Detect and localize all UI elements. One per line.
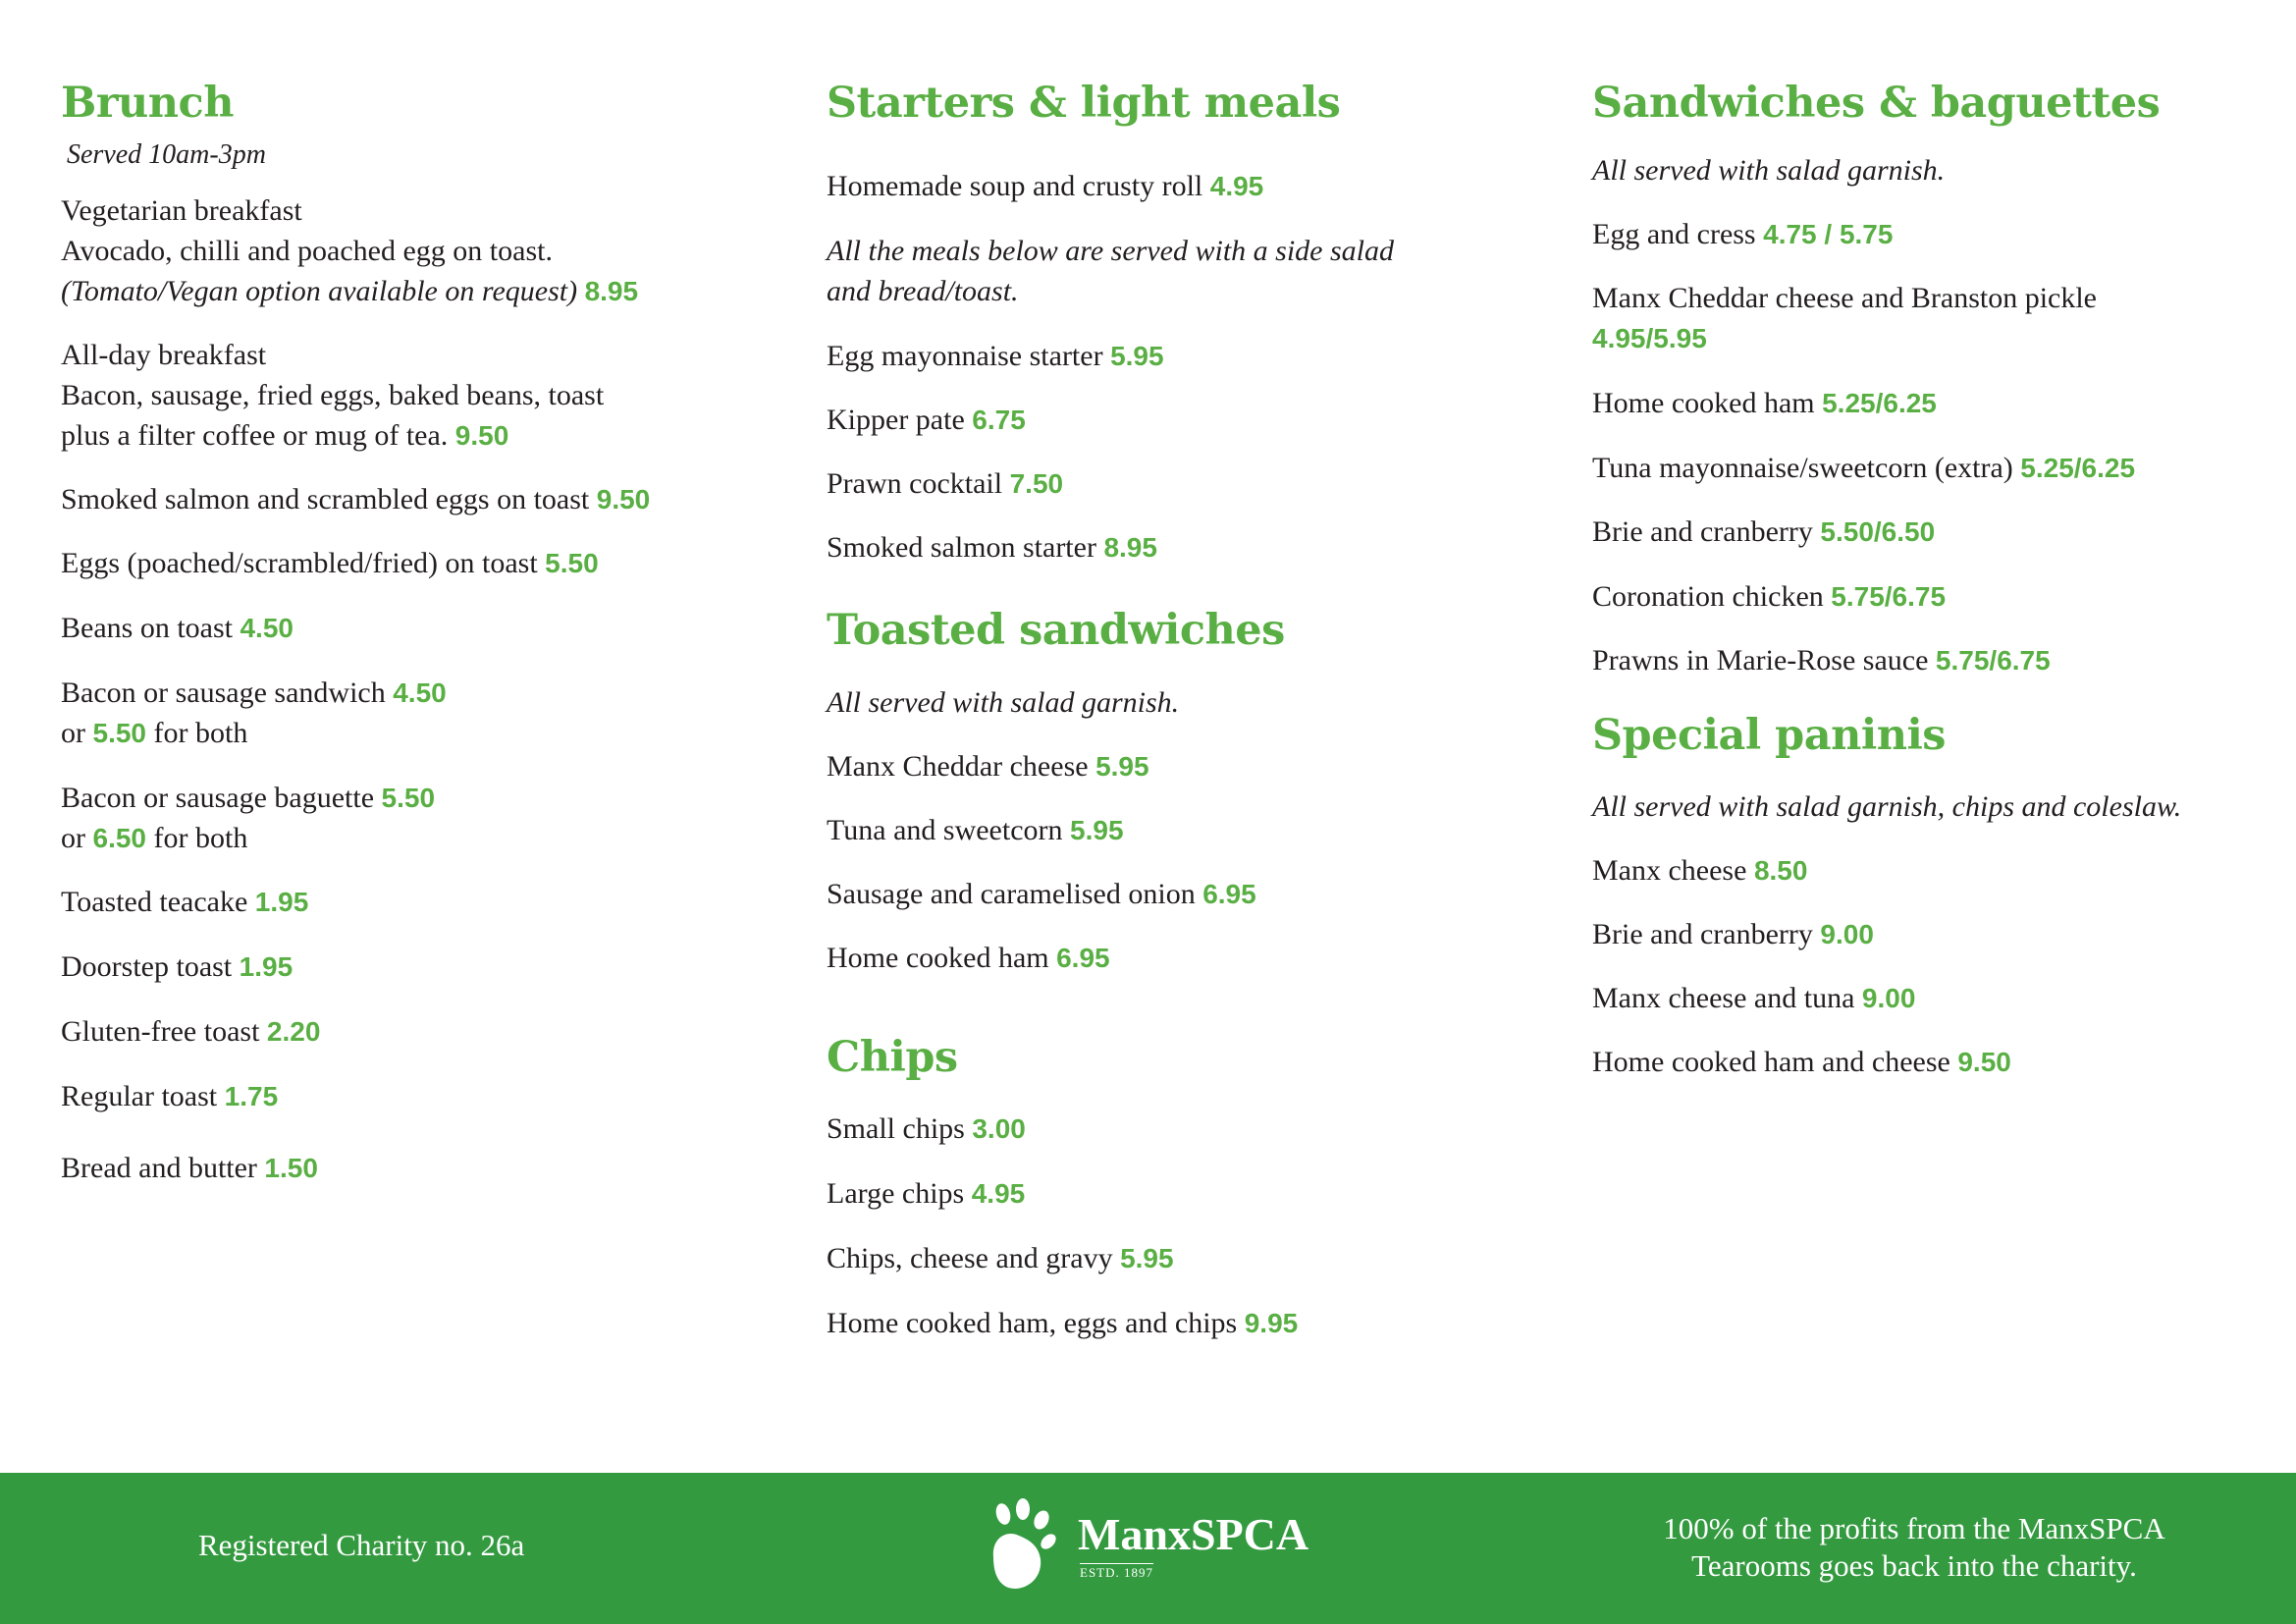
section-title-starters: Starters & light meals (827, 79, 1341, 128)
menu-item-name: Manx cheese and tuna (1592, 982, 1855, 1014)
menu-item-price: 4.95 (971, 1178, 1026, 1209)
section-note: All served with salad garnish. (827, 686, 1180, 719)
section-title-sandwiches: Sandwiches & baguettes (1592, 79, 2161, 128)
logo-wordmark: ManxSPCA (1078, 1509, 1309, 1559)
menu-item-desc: Bacon, sausage, fried eggs, baked beans, toast (61, 379, 605, 411)
menu-item (1592, 1042, 2011, 1082)
menu-item-name: Tuna mayonnaise/sweetcorn (extra) (1592, 452, 2013, 484)
menu-item (1592, 978, 1915, 1018)
menu-item-name: Smoked salmon starter (827, 531, 1096, 564)
menu-item-price: 8.95 (1103, 532, 1157, 563)
menu-item-price: 6.50 (92, 823, 146, 853)
menu-item-price: 1.50 (264, 1153, 318, 1183)
menu-item-name: Brie and cranberry (1592, 515, 1813, 548)
menu-item-name: Tuna and sweetcorn (827, 814, 1063, 846)
section-note: All the meals below are served with a side salad (827, 235, 1394, 267)
section-title-toasted: Toasted sandwiches (827, 606, 1285, 655)
menu-item-price: 4.75 / 5.75 (1763, 219, 1894, 249)
menu-item-price: 1.95 (254, 887, 309, 917)
menu-item (61, 1011, 320, 1052)
menu-item-note-line (61, 271, 638, 311)
menu-item-name: Eggs (poached/scrambled/fried) on toast (61, 547, 538, 579)
menu-item (1592, 214, 1893, 254)
menu-item-price: 2.20 (266, 1016, 321, 1047)
menu-item (61, 673, 447, 713)
menu-item-price: 4.50 (240, 613, 294, 643)
both-text: for both (153, 822, 248, 854)
menu-item-price: 5.95 (1095, 751, 1149, 782)
menu-item-price: 5.95 (1120, 1243, 1174, 1273)
menu-item (61, 1076, 278, 1116)
menu-item-price: 9.50 (454, 420, 509, 451)
menu-item (827, 1173, 1025, 1214)
menu-item-price: 6.95 (1056, 943, 1110, 973)
menu-item-name: Manx Cheddar cheese (827, 750, 1089, 783)
section-note: All served with salad garnish. (1592, 154, 1946, 187)
menu-item-price: 5.75/6.75 (1935, 645, 2051, 676)
menu-item (1592, 640, 2051, 680)
menu-item-price: 9.50 (1957, 1047, 2011, 1077)
menu-item-price: 8.95 (584, 276, 639, 306)
menu-item-name: Manx Cheddar cheese and Branston pickle (1592, 282, 2097, 314)
menu-item-name: Prawns in Marie-Rose sauce (1592, 644, 1929, 677)
menu-item-price: 5.25/6.25 (2020, 453, 2136, 483)
menu-item-name: Kipper pate (827, 404, 965, 436)
menu-item (61, 608, 294, 648)
menu-item (61, 947, 293, 987)
menu-item-note: (Tomato/Vegan option available on request) (61, 275, 578, 307)
menu-item (61, 543, 599, 583)
menu-item-name: Home cooked ham (827, 942, 1049, 974)
logo-established: ESTD. 1897 (1080, 1565, 1153, 1580)
menu-item-name: Toasted teacake (61, 886, 248, 918)
menu-item-price: 7.50 (1009, 468, 1064, 499)
menu-item (61, 882, 308, 922)
menu-item-price: 5.25/6.25 (1822, 388, 1937, 418)
served-hours: Served 10am-3pm (67, 139, 266, 170)
menu-item-name: Home cooked ham, eggs and chips (827, 1307, 1238, 1339)
menu-item-price: 5.95 (1070, 815, 1124, 845)
menu-item (1592, 576, 1946, 617)
profits-line: Tearooms goes back into the charity. (1691, 1548, 2137, 1583)
menu-item (827, 336, 1164, 376)
menu-item-name: Regular toast (61, 1080, 218, 1112)
menu-item-name: Brie and cranberry (1592, 918, 1813, 950)
menu-item (827, 810, 1124, 850)
menu-item-name: Vegetarian breakfast (61, 194, 302, 227)
manxspca-logo (986, 1498, 1319, 1597)
menu-item (827, 746, 1149, 786)
or-text: or (61, 822, 85, 854)
menu-item-desc: plus a filter coffee or mug of tea. (61, 419, 449, 452)
section-title-paninis: Special paninis (1592, 711, 1946, 760)
menu-item (827, 527, 1157, 568)
menu-item (827, 1238, 1174, 1278)
menu-item-desc: Avocado, chilli and poached egg on toast. (61, 235, 553, 267)
menu-item-name: Prawn cocktail (827, 467, 1003, 500)
menu-item-name: Home cooked ham (1592, 387, 1815, 419)
menu-item-name: Homemade soup and crusty roll (827, 170, 1203, 202)
menu-item-price: 9.00 (1820, 919, 1874, 949)
menu-item-name: Manx cheese (1592, 854, 1747, 887)
menu-item (827, 463, 1063, 504)
menu-item-price-line (1592, 318, 1707, 358)
or-text: or (61, 717, 85, 749)
menu-item-name: Smoked salmon and scrambled eggs on toast (61, 483, 590, 515)
both-text: for both (153, 717, 248, 749)
menu-item-price: 9.95 (1244, 1308, 1299, 1338)
menu-item (61, 479, 650, 519)
menu-item-name: Home cooked ham and cheese (1592, 1046, 1950, 1078)
menu-item-name: Egg mayonnaise starter (827, 340, 1103, 372)
menu-item-price: 5.50 (381, 783, 436, 813)
menu-item-name: All-day breakfast (61, 339, 267, 371)
menu-item-name: Beans on toast (61, 612, 233, 644)
menu-item-price: 4.50 (393, 677, 447, 708)
menu-item-price: 1.75 (224, 1081, 279, 1111)
profits-statement (1610, 1510, 2218, 1585)
section-title-chips: Chips (827, 1033, 958, 1082)
menu-item-price: 5.50 (92, 718, 146, 748)
menu-item-alt (61, 818, 247, 858)
menu-item-price: 9.50 (596, 484, 651, 514)
menu-item-price: 4.95 (1209, 171, 1264, 201)
menu-item (61, 778, 435, 818)
menu-item (1592, 914, 1874, 954)
menu-item-name: Bread and butter (61, 1152, 257, 1184)
menu-item (1592, 512, 1935, 552)
menu-item (1592, 448, 2135, 488)
menu-item-price: 9.00 (1861, 983, 1916, 1013)
section-note: and bread/toast. (827, 275, 1019, 307)
menu-item-name: Coronation chicken (1592, 580, 1824, 613)
menu-item-price: 5.50/6.50 (1820, 516, 1936, 547)
menu-item (61, 1148, 318, 1188)
menu-item-desc-line (61, 415, 508, 456)
menu-item-price: 4.95/5.95 (1592, 323, 1707, 353)
menu-item-price: 6.75 (972, 405, 1026, 435)
menu-item-name: Sausage and caramelised onion (827, 878, 1196, 910)
menu-item-alt (61, 713, 247, 753)
menu-item-name: Bacon or sausage baguette (61, 782, 375, 814)
section-title-brunch: Brunch (61, 79, 234, 128)
menu-item-name: Egg and cress (1592, 218, 1756, 250)
menu-item (827, 1303, 1298, 1343)
menu-item-price: 8.50 (1753, 855, 1808, 886)
menu-item-name: Chips, cheese and gravy (827, 1242, 1113, 1274)
menu-item (827, 938, 1110, 978)
menu-item (1592, 383, 1937, 423)
menu-item (827, 166, 1263, 206)
paw-print-icon (986, 1498, 1074, 1597)
menu-item-name: Gluten-free toast (61, 1015, 260, 1048)
menu-item-price: 6.95 (1202, 879, 1256, 909)
menu-item (827, 1109, 1026, 1149)
menu-item-price: 5.75/6.75 (1831, 581, 1947, 612)
menu-item-price: 5.50 (545, 548, 599, 578)
menu-item-price: 3.00 (972, 1113, 1026, 1144)
menu-item-name: Large chips (827, 1177, 965, 1210)
section-note: All served with salad garnish, chips and coleslaw. (1592, 790, 2182, 823)
menu-item (827, 874, 1256, 914)
footer-bar (0, 1473, 2296, 1624)
menu-item (1592, 850, 1807, 891)
menu-item-name: Small chips (827, 1112, 965, 1145)
menu-item-name: Doorstep toast (61, 950, 233, 983)
menu-item-name: Bacon or sausage sandwich (61, 677, 386, 709)
profits-line: 100% of the profits from the ManxSPCA (1663, 1511, 2165, 1545)
menu-item-price: 5.95 (1110, 341, 1164, 371)
menu-item-price: 1.95 (239, 951, 294, 982)
charity-number: Registered Charity no. 26a (198, 1528, 525, 1562)
menu-item (827, 400, 1026, 440)
